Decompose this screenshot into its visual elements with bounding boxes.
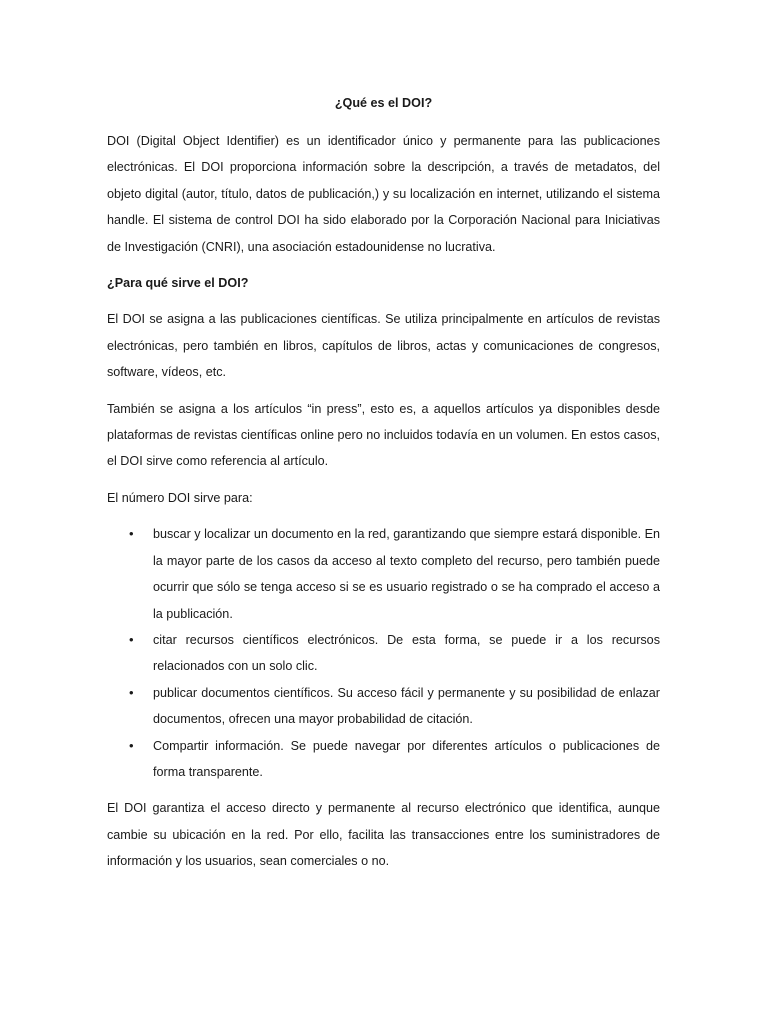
bullet-icon: • (129, 526, 134, 542)
list-item-text: citar recursos científicos electrónicos. De esta forma, se puede ir a los recursos relacionados con un solo clic. (153, 632, 660, 674)
list-item (107, 521, 660, 627)
list-item (107, 680, 660, 733)
list-item (107, 733, 660, 786)
uses-list (107, 521, 660, 785)
intro-paragraph: DOI (Digital Object Identifier) es un identificador único y permanente para las publicaciones electrónicas. El DOI proporciona información sobre la descripción, a través de metadatos, del objeto digital (autor, título, datos de publicación,) y su localización en internet, utilizando el sistema handle. El sistema de control DOI ha sido elaborado por la Corporación Nacional para Iniciativas de Investigación (CNRI), una asociación estadounidense no lucrativa. (107, 134, 660, 254)
list-item-text: buscar y localizar un documento en la red, garantizando que siempre estará disponible. En la mayor parte de los casos da acceso al texto completo del recurso, pero también puede ocurrir que sólo se tenga acceso si se es usuario registrado o se ha comprado el acceso a la publicación. (153, 527, 660, 621)
in-press-paragraph: También se asigna a los artículos “in press”, esto es, a aquellos artículos ya disponibles desde plataformas de revistas científicas online pero no incluidos todavía en un volumen. En estos casos, el DOI sirve como referencia al artículo. (107, 401, 660, 469)
list-intro: El número DOI sirve para: (107, 490, 253, 505)
assign-paragraph: El DOI se asigna a las publicaciones científicas. Se utiliza principalmente en artículos de revistas electrónicas, pero también en libros, capítulos de libros, actas y comunicaciones de congresos, software, vídeos, etc. (107, 312, 660, 380)
bullet-icon: • (129, 684, 134, 700)
bullet-icon: • (129, 631, 134, 647)
list-item-text: Compartir información. Se puede navegar por diferentes artículos o publicaciones de forma transparente. (153, 738, 660, 779)
section-heading: ¿Para qué sirve el DOI? (107, 276, 249, 291)
bullet-icon: • (129, 737, 134, 753)
list-item (107, 627, 660, 680)
document-page (107, 90, 660, 885)
closing-paragraph: El DOI garantiza el acceso directo y permanente al recurso electrónico que identifica, aunque cambie su ubicación en la red. Por ello, facilita las transacciones entre los suministradores de información y los usuarios, sean comerciales o no. (107, 801, 660, 869)
list-item-text: publicar documentos científicos. Su acceso fácil y permanente y su posibilidad de enlazar documentos, ofrecen una mayor probabilidad de citación. (153, 685, 660, 727)
document-title: ¿Qué es el DOI? (334, 96, 433, 110)
